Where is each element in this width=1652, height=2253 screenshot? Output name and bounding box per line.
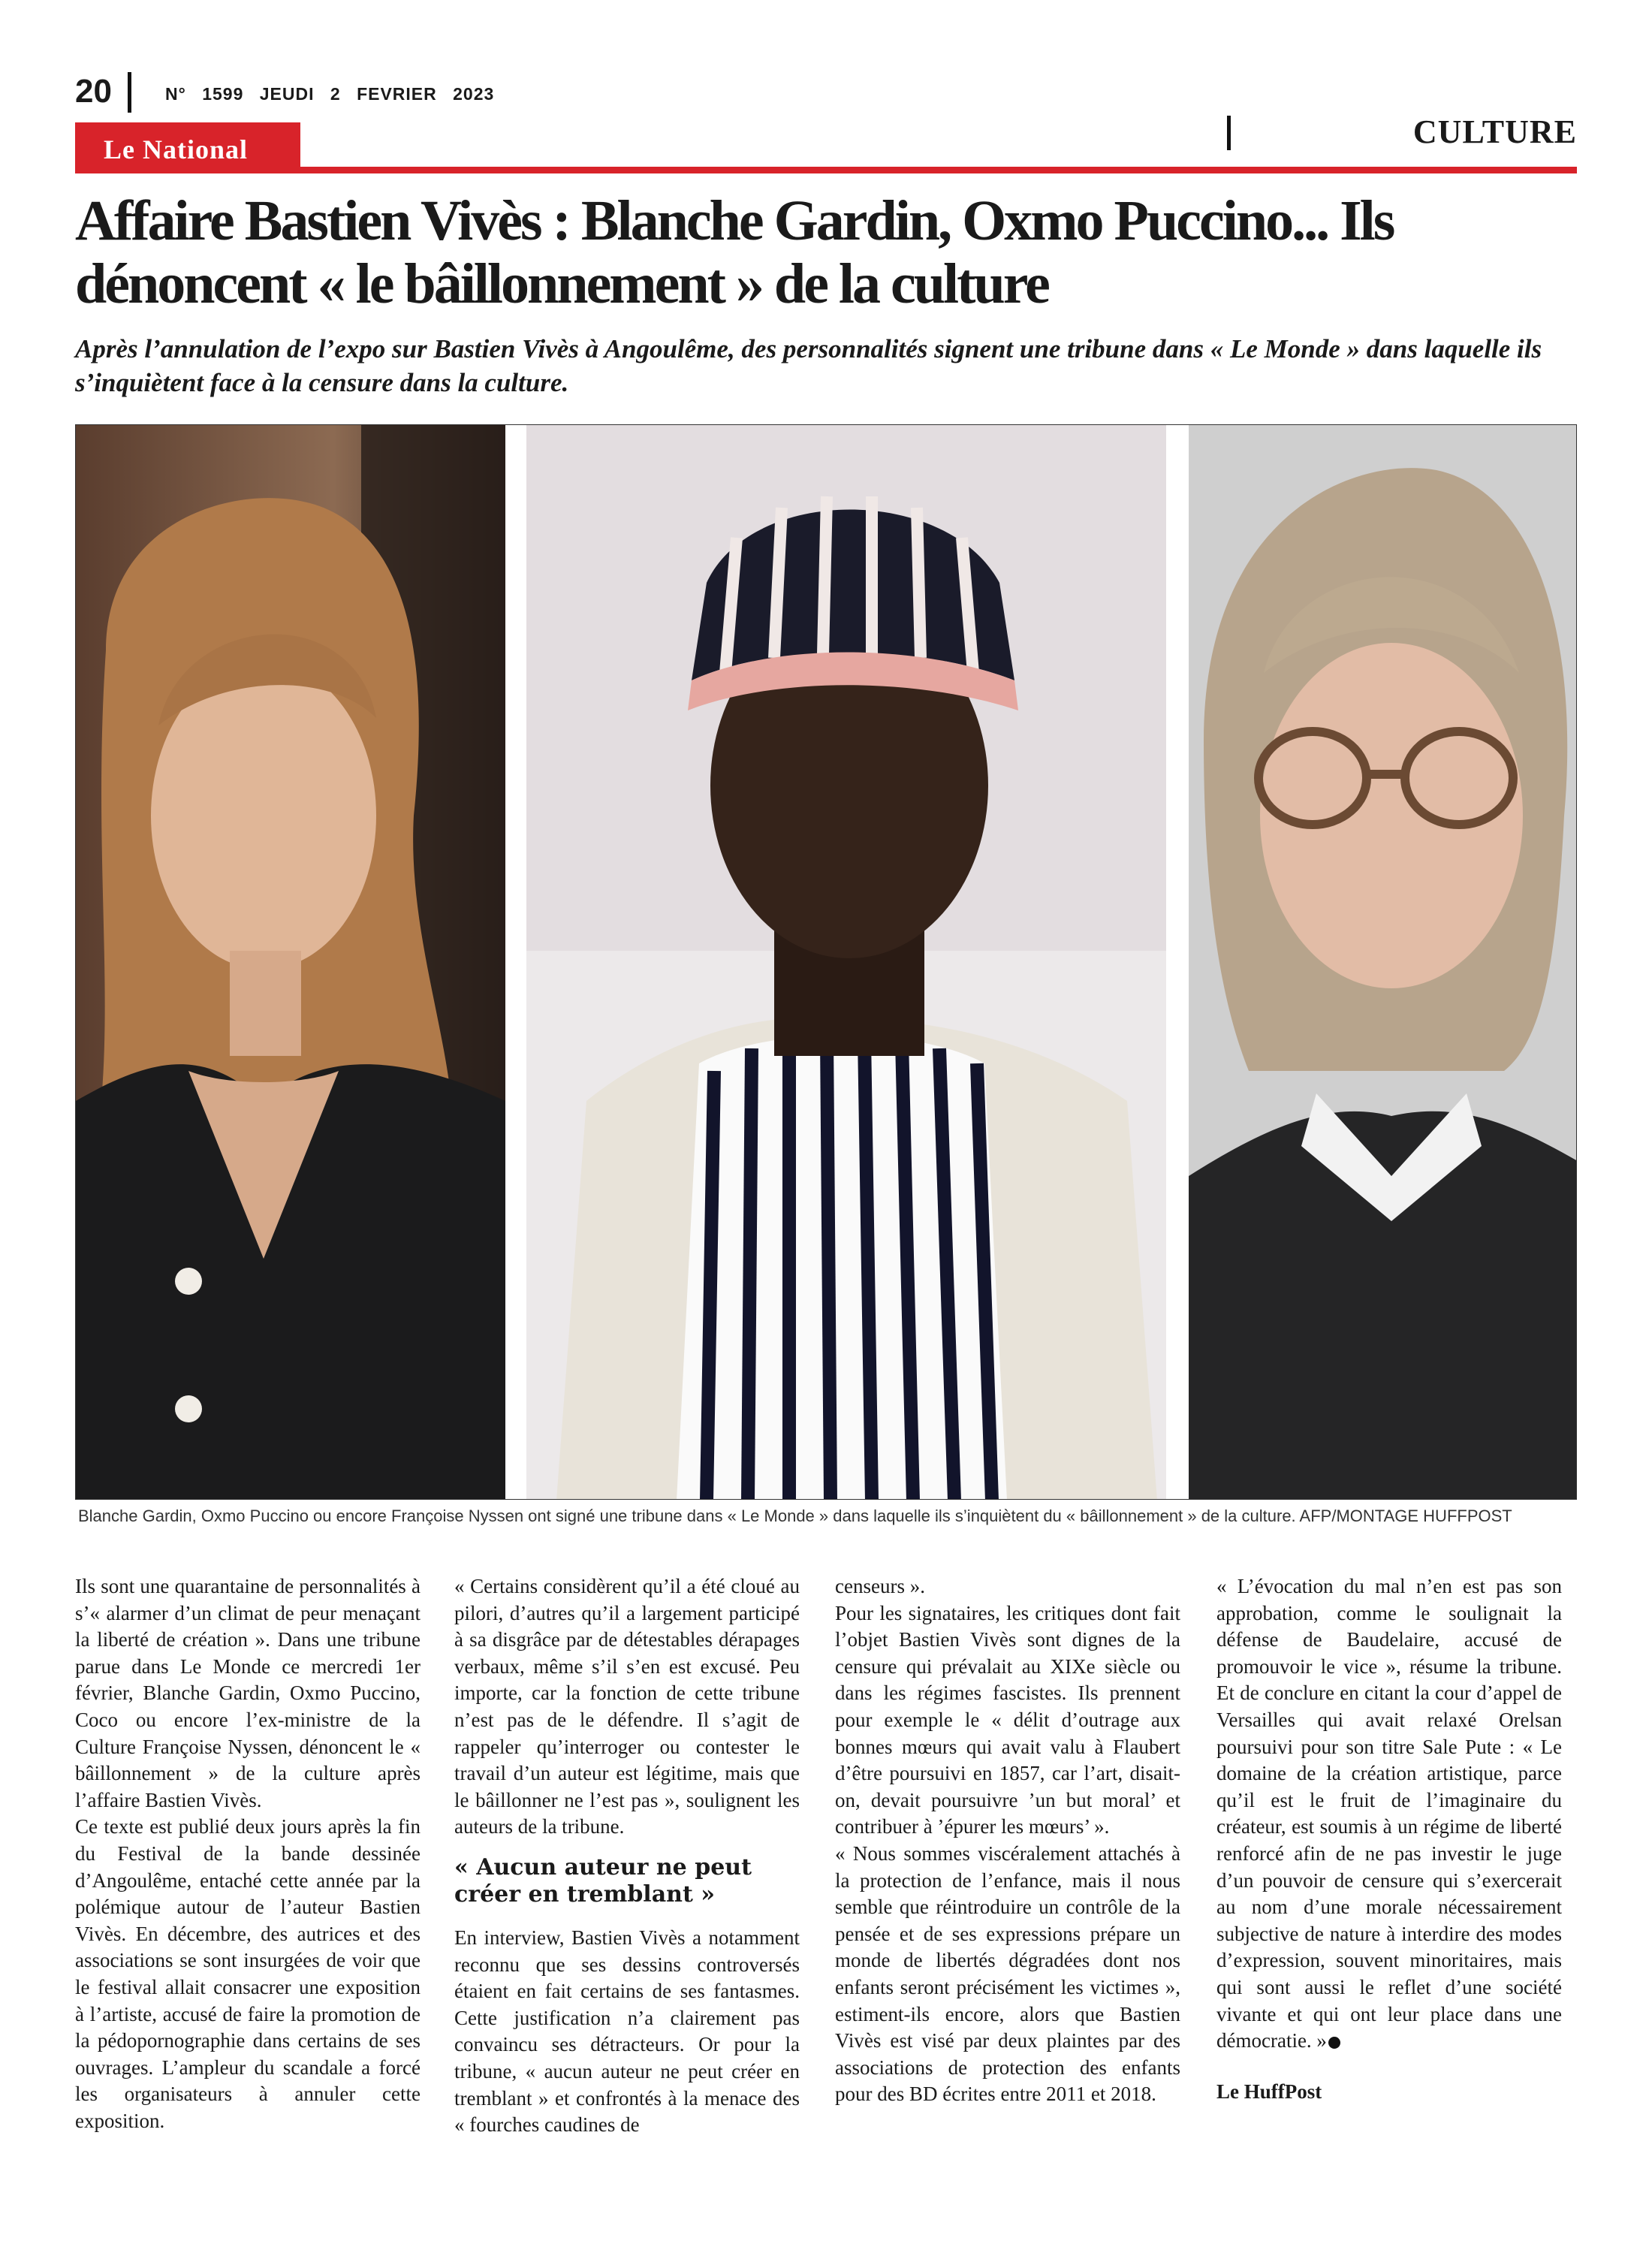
section-label: CULTURE <box>1412 113 1577 150</box>
portrait-left <box>76 425 505 1499</box>
article-column-1 <box>75 1573 421 2134</box>
portrait-right <box>1189 425 1577 1499</box>
page-number-divider <box>128 72 131 113</box>
paragraph: Pour les signataires, les critiques dont fait l’objet Bastien Vivès sont dignes de la censure qui prévalait au XIXe siècle ou dans les régimes fascistes. Ils prennent pour exemple le « délit d’outrage aux bonnes mœurs qui avait valu à Flaubert d’être poursuivi en 1857, car l’art, disait-on, devait poursuivre ’un but moral’ et contribuer à ’épurer les mœurs’ ». <box>835 1601 1180 1838</box>
brand-label: Le National <box>104 134 249 164</box>
paragraph: Ce texte est publié deux jours après la fin du Festival de la bande dessinée d’Angoulême, entaché cette année par la polémique autour de l’auteur Bastien Vivès. En décembre, des autrices et des associations se sont insurgées de voir que le festival allait consacrer une exposition à l’artiste, accusé de faire la promotion de la pédopornographie dans certains de ses ouvrages. L’ampleur du scandale a forcé les organisateurs à annuler cette exposition. <box>75 1815 421 2132</box>
paragraph: « Nous sommes viscéralement attachés à la protection de l’enfance, mais il nous semble que réintroduire un contrôle de la pensée et de ses expressions prépare un monde de libertés dégradées dont nos enfants seront précisément les victimes », estiment-ils encore, alors que Bastien Vivès est visé par deux plaintes par des associations de protection des enfants pour des BD écrites entre 2011 et 2018. <box>835 1841 1180 2106</box>
article-column-2 <box>454 1573 800 2139</box>
section-divider <box>1227 116 1231 150</box>
photo-caption: Blanche Gardin, Oxmo Puccino ou encore Françoise Nyssen ont signé une tribune dans « Le Monde » dans laquelle ils s’inquiètent du « bâillonnement » de la culture. AFP/MONTAGE HUFFPOST <box>78 1507 1512 1525</box>
issue-line: N° 1599 JEUDI 2 FEVRIER 2023 <box>165 84 495 104</box>
article-headline: Affaire Bastien Vivès : Blanche Gardin, Oxmo Puccino... Ils dénoncent « le bâillonnement » de la culture <box>75 189 1394 315</box>
article-column-3 <box>835 1573 1180 2108</box>
page-number: 20 <box>75 73 112 110</box>
article-deck: Après l’annulation de l’expo sur Bastien Vivès à Angoulême, des personnalités signent une tribune dans « Le Monde » dans laquelle ils s’inquiètent face à la censure dans la culture. <box>75 334 1542 397</box>
end-mark-icon <box>1328 2037 1340 2049</box>
article-signoff: Le HuffPost <box>1216 2080 1322 2103</box>
header-rule <box>75 167 1577 173</box>
article-column-4 <box>1216 1573 1562 2105</box>
portrait-center <box>526 425 1166 1499</box>
paragraph-text: « L’évocation du mal n’en est pas son approbation, comme le soulignait la défense de Baudelaire, accusé de promouvoir le vice », résume la tribune. Et de conclure en citant la cour d’appel de Versailles qui avait relaxé Orelsan poursuivi pour son titre Sale Pute : « Le domaine de la création artistique, parce qu’il est le fruit de l’imaginaire du créateur, est soumis à un régime de liberté renforcé afin de ne pas investir le juge d’un pouvoir de censure qui s’exercerait au nom d’une morale nécessairement subjective de nature à interdire des modes d’expression, souvent minoritaires, mais qui sont aussi le reflet d’une société vivante et qui ont leur place dans une démocratie. » <box>1216 1575 1562 2052</box>
paragraph: En interview, Bastien Vivès a notamment reconnu que ses dessins controversés étaient en fait certains de ses fantasmes. Cette justification n’a clairement pas convaincu ses détracteurs. Or pour la tribune, « aucun auteur ne peut créer en tremblant » et confrontés à la menace des « fourches caudines de <box>454 1926 800 2137</box>
article-subhead: « Aucun auteur ne peut créer en tremblant » <box>454 1853 752 1908</box>
photo-montage <box>75 424 1577 1500</box>
paragraph <box>1216 1573 1562 2055</box>
paragraph: « Certains considèrent qu’il a été cloué au pilori, d’autres qu’il a largement participé à sa disgrâce par de détestables dérapages verbaux, même s’il s’en est excusé. Peu importe, car la fonction de cette tribune n’est pas de le défendre. Il s’agit de rappeler qu’interroger ou contester le travail d’un auteur est légitime, mais que le bâillonner ne l’est pas », soulignent les auteurs de la tribune. <box>454 1575 800 1838</box>
paragraph: Ils sont une quarantaine de personnalités à s’« alarmer d’un climat de peur menaçant la liberté de création ». Dans une tribune parue dans Le Monde ce mercredi 1er février, Blanche Gardin, Oxmo Puccino, Coco ou encore l’ex-ministre de la Culture Françoise Nyssen, dénoncent le « bâillonnement » de la culture après l’affaire Bastien Vivès. <box>75 1575 421 1811</box>
paragraph: censeurs ». <box>835 1575 925 1597</box>
